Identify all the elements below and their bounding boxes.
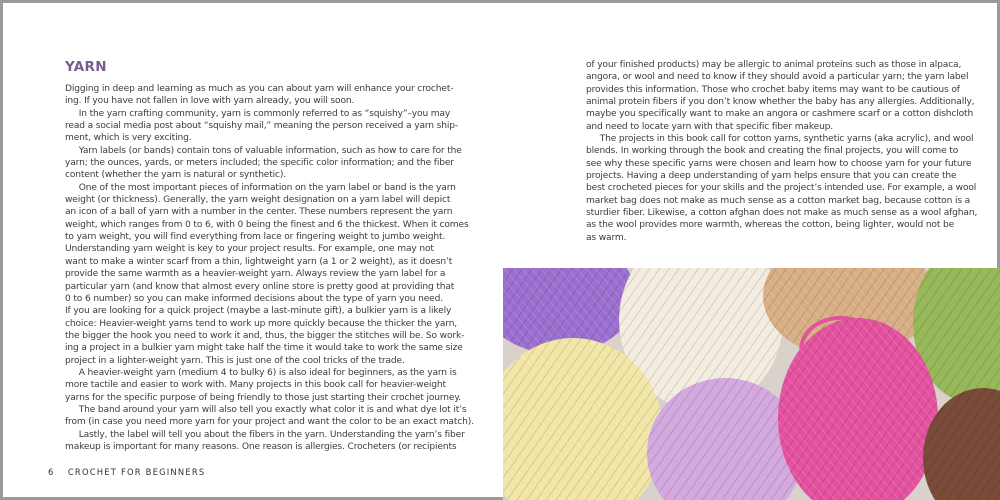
text-line: projects. Having a deep understanding of yarn helps ensure that you can create the — [586, 171, 957, 182]
right-page — [586, 59, 978, 244]
text-line: best crocheted pieces for your skills and the project’s intended use. For example, a wool — [586, 183, 977, 194]
text-line: content (whether the yarn is natural or synthetic). — [65, 170, 287, 181]
text-line: and need to locate yarn with that specific fiber makeup. — [586, 121, 834, 132]
running-title: CROCHET FOR BEGINNERS — [67, 467, 206, 477]
text-line: read a social media post about “squishy mail,” meaning the person received a yarn ship- — [65, 121, 458, 132]
text-line: The band around your yarn will also tell you exactly what color it is and what dye lot it’s — [65, 404, 467, 415]
text-line: sturdier fiber. Likewise, a cotton afghan does not make as much sense as a wool afghan, — [586, 208, 978, 219]
text-line: A heavier-weight yarn (medium 4 to bulky 6) is also ideal for beginners, as the yarn is — [65, 367, 457, 378]
left-page — [65, 59, 474, 453]
text-line: yarn; the ounces, yards, or meters included; the specific color information; and the fiber — [65, 158, 454, 169]
text-line: angora, or wool and need to know if they should avoid a particular yarn; the yarn label — [586, 72, 969, 83]
page-number: 6 — [48, 467, 55, 477]
text-line: provides this information. Those who crochet baby items may want to be cautious of — [586, 84, 960, 95]
text-line: provide the same warmth as a heavier-weight yarn. Always review the yarn label for a — [65, 269, 446, 280]
text-line: Understanding yarn weight is key to your project results. For example, one may not — [65, 244, 434, 255]
text-line: market bag does not make as much sense as a cotton market bag, because cotton is a — [586, 195, 971, 206]
text-line: The projects in this book call for cotton yarns, synthetic yarns (aka acrylic), and wool — [586, 134, 974, 145]
text-line: maybe you specifically want to make an angora or cashmere scarf or a cotton dishcloth — [586, 109, 974, 120]
text-line: Lastly, the label will tell you about the fibers in the yarn. Understanding the yarn’s fiber — [65, 429, 465, 440]
text-line: blends. In working through the book and creating the final projects, you will come to — [586, 146, 959, 157]
text-line: yarns for the specific purpose of being friendly to those just starting their crochet journey. — [65, 392, 462, 403]
text-line: of your finished products) may be allergic to animal proteins such as those in alpaca, — [586, 60, 962, 70]
right-body-text — [586, 59, 978, 244]
text-line: as warm. — [586, 232, 627, 243]
text-line: ing a project in a bulkier yarn might take half the time it would take to work the same size — [65, 343, 463, 354]
text-line: to yarn weight, you will find everything from lace or fingering weight to jumbo weight. — [65, 232, 446, 243]
section-title: YARN — [65, 59, 107, 75]
text-line: more tactile and easier to work with. Many projects in this book call for heavier-weight — [65, 380, 446, 391]
yarn-balls-illustration — [503, 268, 1000, 500]
text-line: Yarn labels (or bands) contain tons of valuable information, such as how to care for the — [65, 145, 462, 156]
text-line: an icon of a ball of yarn with a number in the center. These numbers represent the yarn — [65, 207, 453, 218]
text-line: In the yarn crafting community, yarn is commonly referred to as “squishy”–you may — [65, 108, 451, 119]
text-line: the bigger the hook you need to work it and, thus, the bigger the stitches will be. So work- — [65, 330, 465, 341]
text-line: project in a lighter-weight yarn. This is just one of the cool tricks of the trade. — [65, 355, 405, 366]
text-line: choice: Heavier-weight yarns tend to work up more quickly because the thicker the yarn, — [65, 318, 458, 329]
text-line: animal protein fibers if you don’t know whether the baby has any allergies. Additionally, — [586, 97, 975, 108]
text-line: ing. If you have not fallen in love with yarn already, you will soon. — [65, 96, 355, 107]
text-line: see why these specific yarns were chosen and learn how to choose yarn for your future — [586, 158, 972, 169]
text-line: as the wool provides more warmth, whereas the cotton, being lighter, would not be — [586, 220, 955, 231]
text-line: ment, which is very exciting. — [65, 133, 192, 144]
text-line: 0 to 6 number) so you can make informed decisions about the type of yarn you need. — [65, 293, 443, 304]
page-footer — [48, 467, 205, 477]
text-line: If you are looking for a quick project (maybe a last-minute gift), a bulkier yarn is a likely — [65, 306, 452, 317]
text-line: weight, which ranges from 0 to 6, with 0 being the finest and 6 the thickest. When it comes — [65, 219, 469, 230]
text-line: from (in case you need more yarn for your project and want the color to be an exact match). — [65, 417, 474, 428]
left-body-text — [65, 83, 474, 453]
text-line: weight (or thickness). Generally, the yarn weight designation on a yarn label will depict — [65, 195, 451, 206]
text-line: want to make a winter scarf from a thin, lightweight yarn (a 1 or 2 weight), as it doesn’t — [65, 256, 453, 267]
text-line: Digging in deep and learning as much as you can about yarn will enhance your crochet- — [65, 84, 454, 94]
text-line: One of the most important pieces of information on the yarn label or band is the yarn — [65, 182, 456, 193]
text-line: makeup is important for many reasons. One reason is allergies. Crocheters (or recipients — [65, 441, 457, 452]
yarn-photo — [503, 268, 1000, 500]
text-line: particular yarn (and know that almost every online store is pretty good at providing that — [65, 281, 455, 292]
